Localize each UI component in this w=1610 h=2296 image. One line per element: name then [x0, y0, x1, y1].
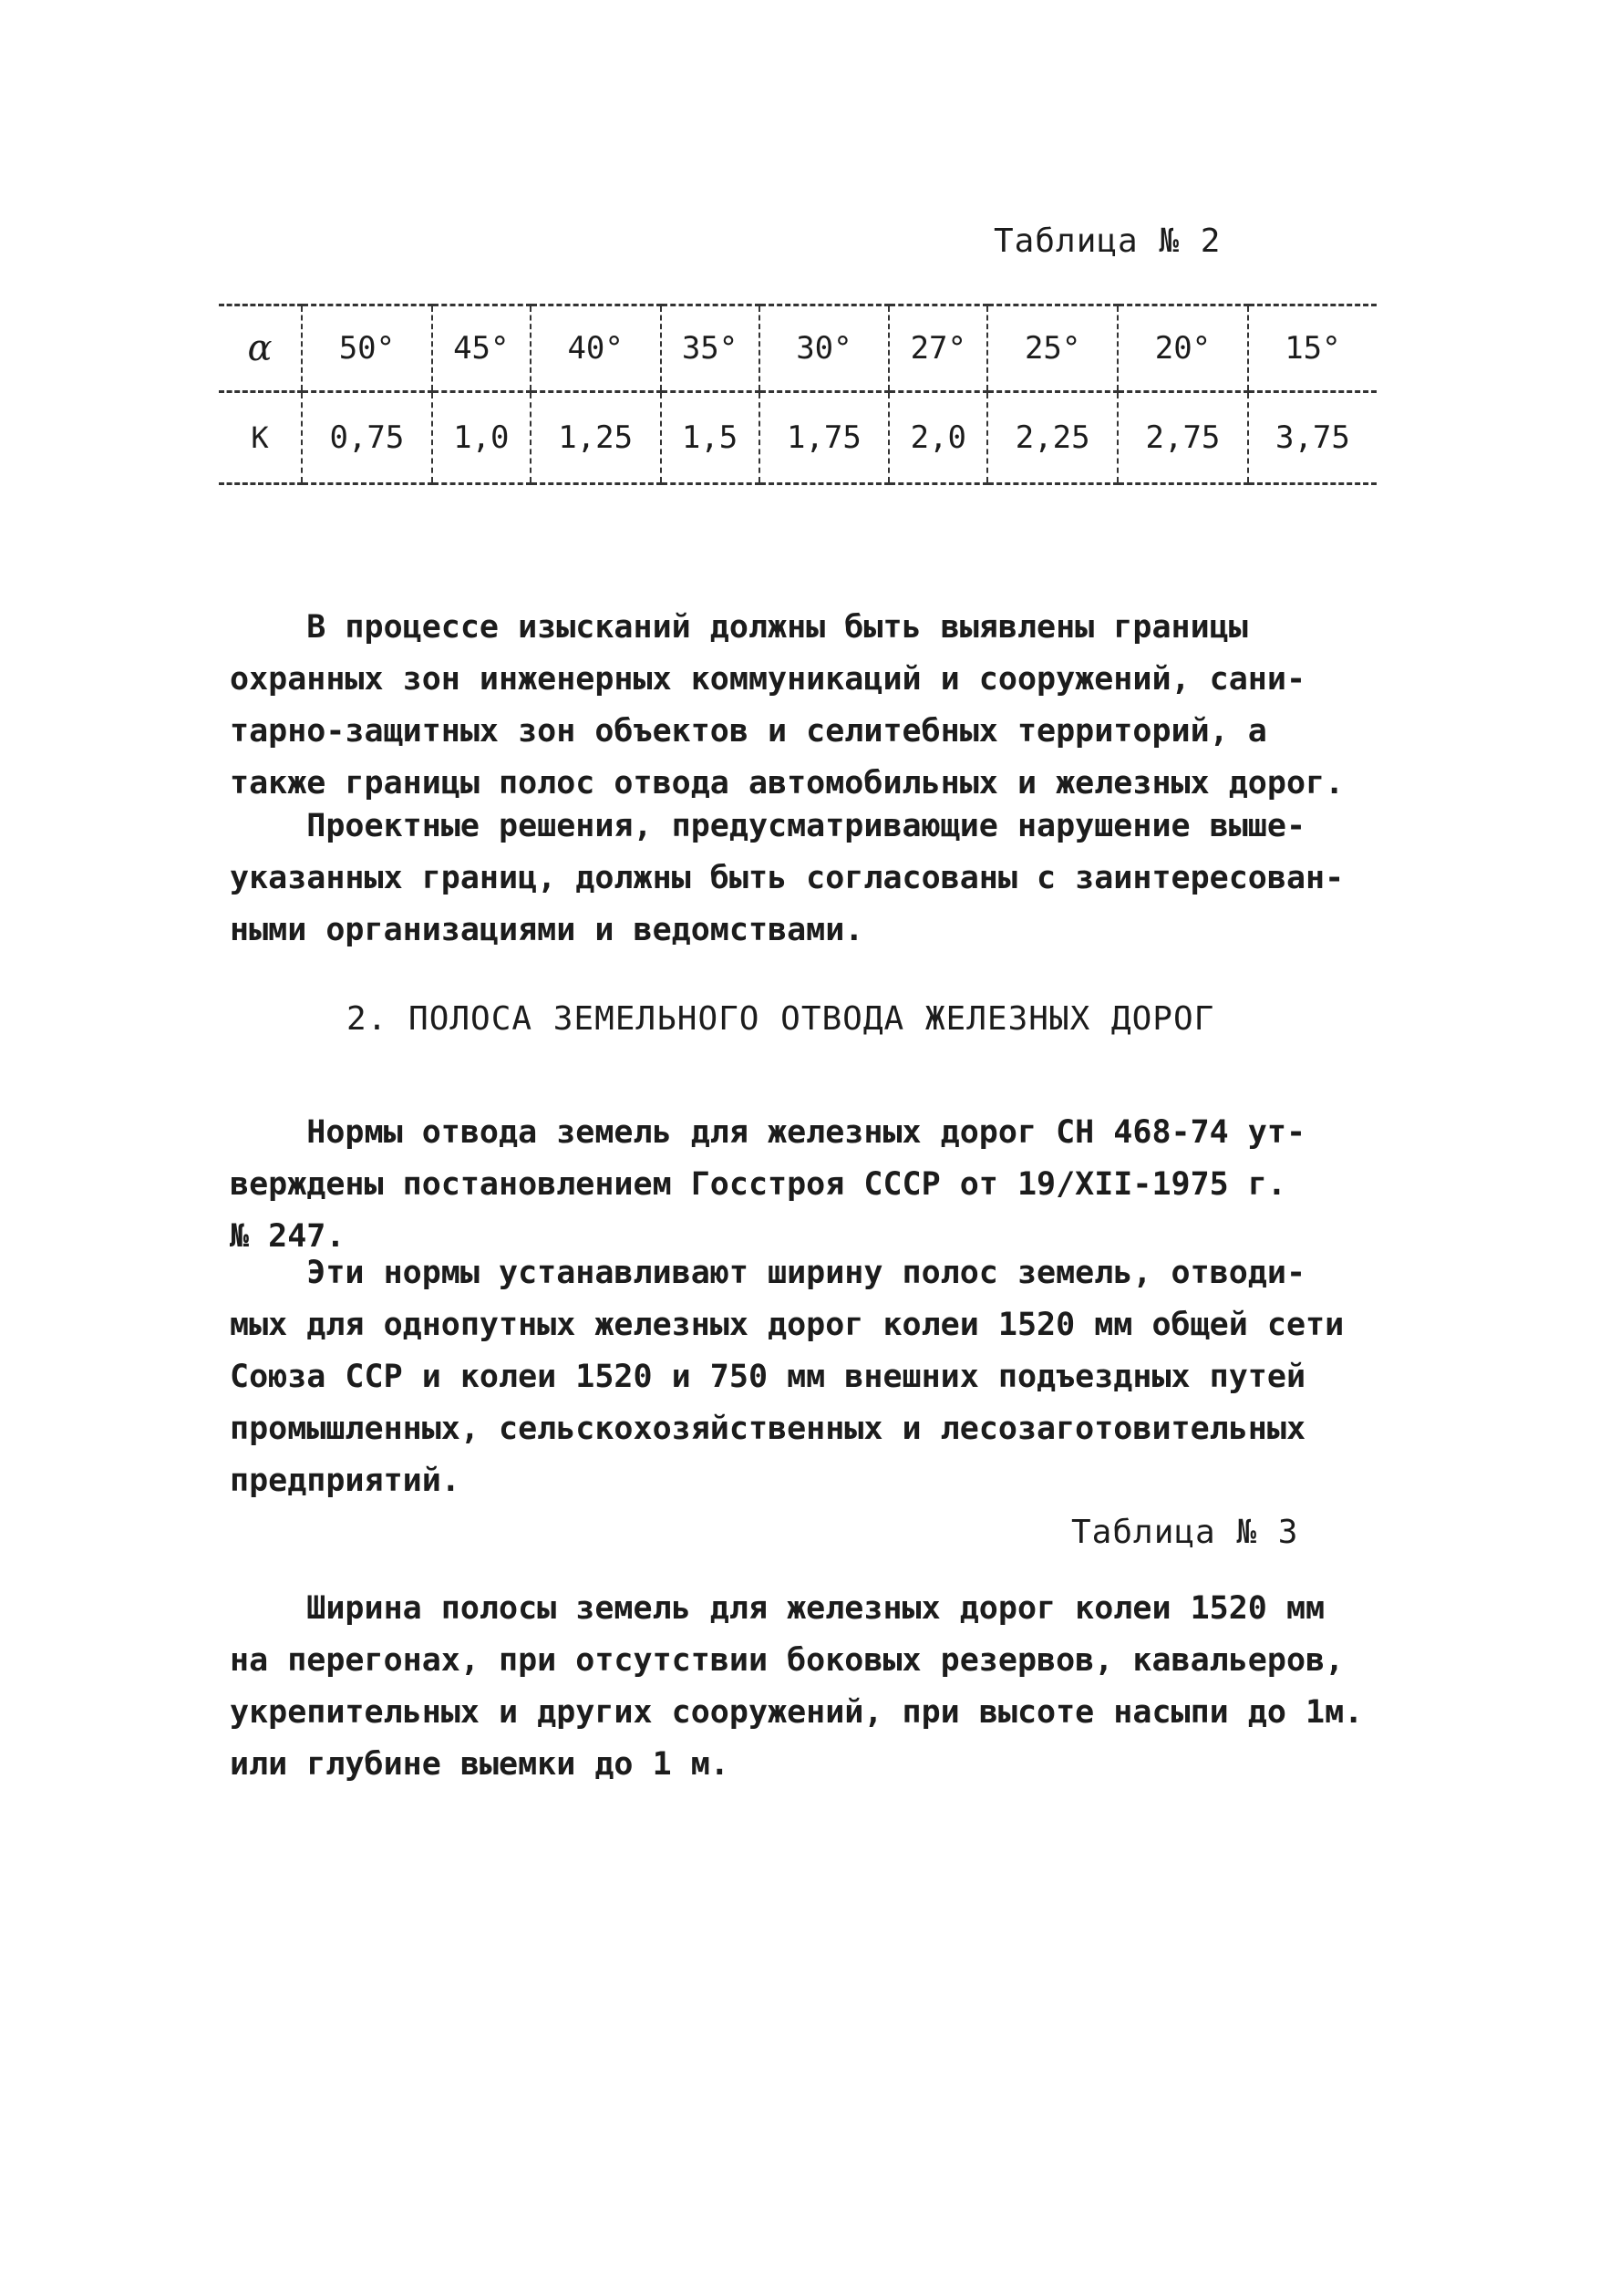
k-value-cell: 2,75 [1118, 392, 1248, 484]
text-line: или глубине выемки до 1 м. [230, 1746, 729, 1783]
text-line: охранных зон инженерных коммуникаций и сооружений, сани- [230, 661, 1306, 698]
angle-cell: 27° [889, 305, 987, 392]
section-heading: 2. ПОЛОСА ЗЕМЕЛЬНОГО ОТВОДА ЖЕЛЕЗНЫХ ДОРОГ [346, 1000, 1215, 1038]
k-value-cell: 2,25 [987, 392, 1118, 484]
table-row-angles [219, 305, 1377, 392]
text-line: предприятий. [230, 1463, 460, 1499]
text-line: № 247. [230, 1218, 346, 1255]
text-line: укрепительных и других сооружений, при высоте насыпи до 1м. [230, 1694, 1364, 1731]
text-line: на перегонах, при отсутствии боковых резервов, кавальеров, [230, 1642, 1345, 1679]
paragraph-norms-scope [230, 1247, 1380, 1507]
table-row-coefficients [219, 392, 1377, 484]
table-caption: Таблица № 3 [1071, 1514, 1299, 1551]
angle-cell: 20° [1118, 305, 1248, 392]
text-line: Эти нормы устанавливают ширину полос земель, отводи- [230, 1255, 1306, 1291]
text-line: промышленных, сельскохозяйственных и лесозаготовительных [230, 1411, 1306, 1447]
angle-cell: 15° [1248, 305, 1377, 392]
angle-cell: 25° [987, 305, 1118, 392]
k-value-cell: 2,0 [889, 392, 987, 484]
angle-cell: 40° [531, 305, 661, 392]
paragraph-design-decisions [230, 801, 1380, 957]
table-caption: Таблица № 2 [994, 222, 1222, 260]
paragraph-survey-boundaries [230, 602, 1380, 810]
angle-coefficient-table [219, 304, 1377, 485]
angle-cell: 30° [759, 305, 890, 392]
alpha-label: α [219, 305, 302, 392]
k-value-cell: 1,0 [432, 392, 531, 484]
text-line: верждены постановлением Госстроя СССР от 19/XII-1975 г. [230, 1166, 1286, 1203]
text-line: Проектные решения, предусматривающие нарушение выше- [230, 808, 1306, 844]
paragraph-strip-width [230, 1583, 1380, 1791]
k-value-cell: 0,75 [302, 392, 432, 484]
angle-cell: 35° [661, 305, 759, 392]
k-value-cell: 3,75 [1248, 392, 1377, 484]
text-line: также границы полос отвода автомобильных и железных дорог. [230, 765, 1345, 802]
text-line: ными организациями и ведомствами. [230, 912, 864, 948]
paragraph-allotment-norms [230, 1107, 1380, 1263]
text-line: В процессе изысканий должны быть выявлены границы [230, 609, 1248, 646]
text-line: указанных границ, должны быть согласованы с заинтересован- [230, 860, 1345, 896]
text-line: Союза ССР и колеи 1520 и 750 мм внешних подъездных путей [230, 1359, 1306, 1395]
angle-cell: 45° [432, 305, 531, 392]
text-line: Ширина полосы земель для железных дорог колеи 1520 мм [230, 1590, 1326, 1627]
k-label: К [219, 392, 302, 484]
k-value-cell: 1,25 [531, 392, 661, 484]
k-value-cell: 1,75 [759, 392, 890, 484]
text-line: тарно-защитных зон объектов и селитебных территорий, а [230, 713, 1267, 750]
text-line: мых для однопутных железных дорог колеи 1520 мм общей сети [230, 1307, 1345, 1343]
k-value-cell: 1,5 [661, 392, 759, 484]
angle-cell: 50° [302, 305, 432, 392]
text-line: Нормы отвода земель для железных дорог СН 468-74 ут- [230, 1114, 1306, 1151]
